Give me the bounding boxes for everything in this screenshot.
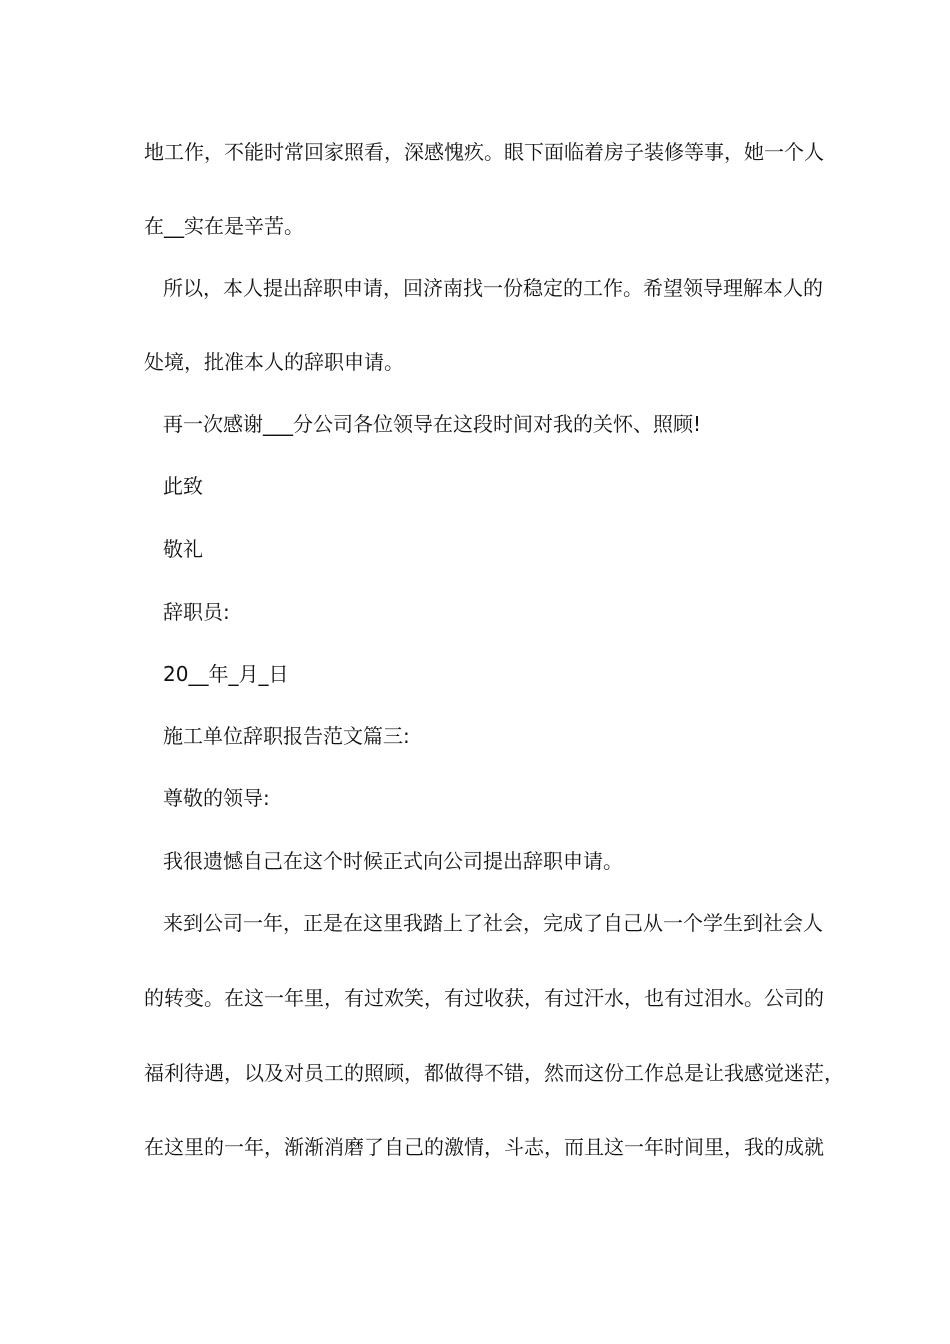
greeting: 尊敬的领导: bbox=[163, 786, 270, 810]
paragraph-line: 福利待遇，以及对员工的照顾，都做得不错，然而这份工作总是让我感觉迷茫， bbox=[144, 1061, 844, 1085]
closing-salutation: 敬礼 bbox=[163, 537, 203, 561]
paragraph-line: 所以，本人提出辞职申请，回济南找一份稳定的工作。希望领导理解本人的 bbox=[163, 276, 823, 300]
closing-salutation: 此致 bbox=[163, 474, 203, 498]
paragraph-line: 在这里的一年，渐渐消磨了自己的激情，斗志，而且这一年时间里，我的成就 bbox=[144, 1135, 824, 1159]
paragraph-line: 的转变。在这一年里，有过欢笑，有过收获，有过汗水，也有过泪水。公司的 bbox=[144, 986, 824, 1010]
section-heading: 施工单位辞职报告范文篇三: bbox=[163, 724, 410, 748]
paragraph-line: 我很遗憾自己在这个时候正式向公司提出辞职申请。 bbox=[163, 849, 623, 873]
paragraph-line: 再一次感谢___分公司各位领导在这段时间对我的关怀、照顾! bbox=[163, 412, 702, 436]
signature-label: 辞职员: bbox=[163, 600, 230, 624]
paragraph-line: 来到公司一年，正是在这里我踏上了社会，完成了自己从一个学生到社会人 bbox=[163, 911, 823, 935]
paragraph-line: 地工作，不能时常回家照看，深感愧疚。眼下面临着房子装修等事，她一个人 bbox=[144, 140, 824, 164]
paragraph-line: 在__实在是辛苦。 bbox=[144, 214, 304, 238]
paragraph-line: 处境，批准本人的辞职申请。 bbox=[144, 350, 404, 374]
date-line: 20__年_月_日 bbox=[163, 662, 289, 686]
